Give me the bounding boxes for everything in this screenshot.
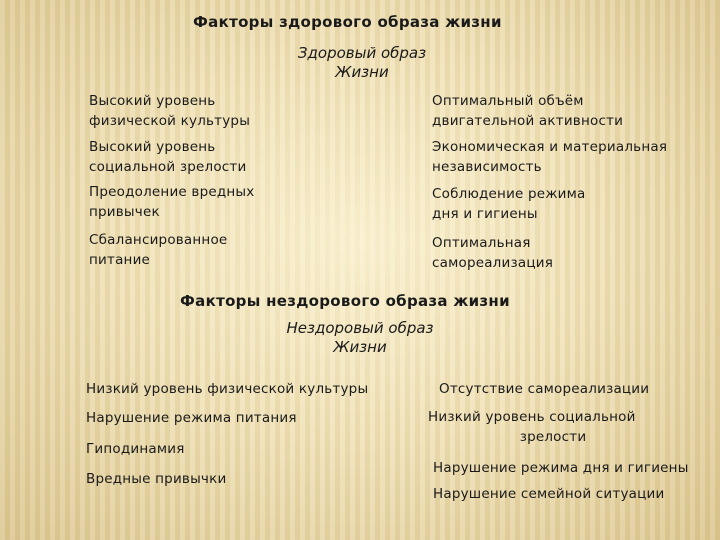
item-line: Экономическая и материальная [432, 139, 668, 155]
item-line: питание [89, 252, 151, 268]
healthy-left-item-4 [89, 230, 227, 270]
item-line: дня и гигиены [432, 206, 538, 222]
healthy-right-item-3 [432, 184, 586, 224]
item-line: двигательной активности [432, 113, 624, 129]
unhealthy-left-item-1: Низкий уровень физической культуры [86, 381, 369, 397]
unhealthy-right-item-2 [428, 407, 678, 447]
unhealthy-right-item-1: Отсутствие самореализации [439, 381, 650, 397]
item-line: Преодоление вредных [89, 184, 255, 200]
unhealthy-title: Факторы нездорового образа жизни [180, 292, 510, 310]
healthy-left-item-2 [89, 137, 246, 177]
healthy-right-item-2 [432, 137, 667, 177]
item-line: Сбалансированное [89, 232, 228, 248]
unhealthy-right-item-3: Нарушение режима дня и гигиены [433, 460, 689, 476]
healthy-left-item-1 [89, 91, 250, 131]
healthy-right-item-1 [432, 91, 623, 131]
item-line: Высокий уровень [89, 93, 216, 109]
item-line: Оптимальная [432, 235, 531, 251]
unhealthy-subtitle-line1: Нездоровый образ [286, 319, 434, 337]
item-line: физической культуры [89, 113, 251, 129]
unhealthy-left-item-3: Гиподинамия [86, 441, 185, 457]
item-line: Низкий уровень социальной [428, 409, 636, 425]
item-line: Соблюдение режима [432, 186, 586, 202]
unhealthy-subtitle-line2: Жизни [333, 338, 387, 356]
healthy-left-item-3 [89, 182, 254, 222]
unhealthy-left-item-2: Нарушение режима питания [86, 410, 297, 426]
unhealthy-subtitle [260, 319, 460, 357]
item-line: независимость [432, 159, 542, 175]
healthy-right-item-4 [432, 233, 553, 273]
healthy-subtitle [262, 44, 462, 82]
item-line: Высокий уровень [89, 139, 216, 155]
unhealthy-left-item-4: Вредные привычки [86, 471, 227, 487]
healthy-subtitle-line1: Здоровый образ [297, 44, 427, 62]
healthy-title: Факторы здорового образа жизни [193, 13, 502, 31]
healthy-subtitle-line2: Жизни [335, 63, 389, 81]
item-line: социальной зрелости [89, 159, 247, 175]
item-line: зрелости [519, 429, 587, 445]
item-line: самореализация [432, 255, 554, 271]
item-line: Оптимальный объём [432, 93, 584, 109]
item-line: привычек [89, 204, 160, 220]
unhealthy-right-item-4: Нарушение семейной ситуации [433, 486, 665, 502]
